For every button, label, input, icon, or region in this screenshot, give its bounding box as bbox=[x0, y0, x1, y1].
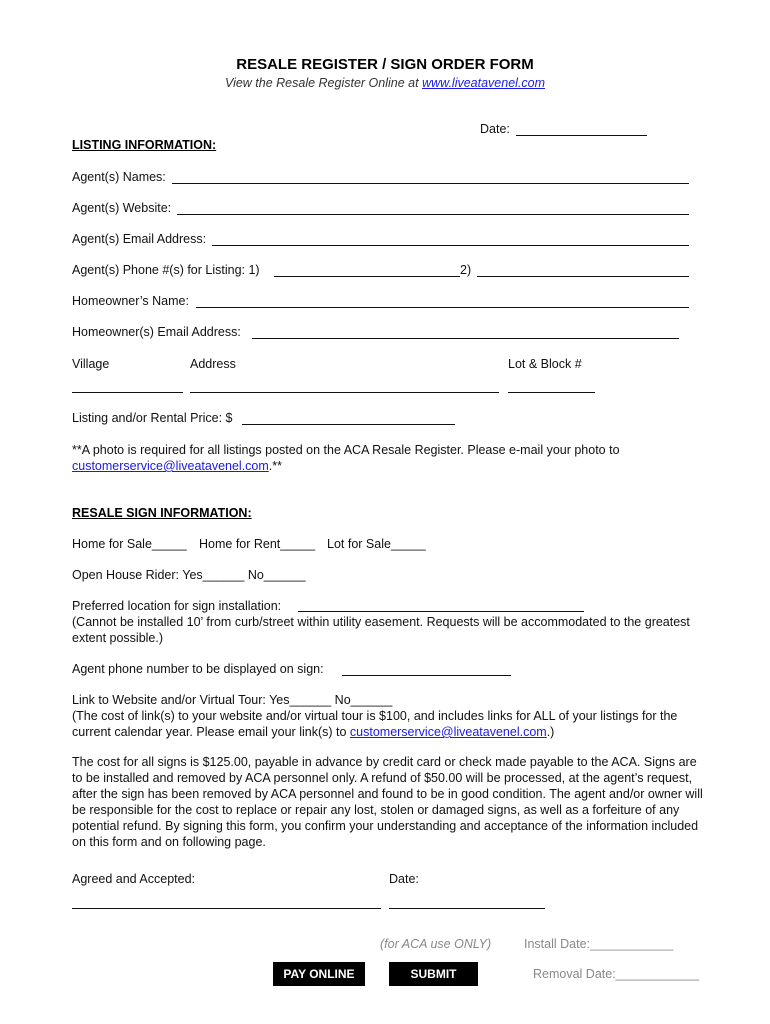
agent-website-field[interactable] bbox=[177, 214, 689, 215]
agent-phone-sign-label: Agent phone number to be displayed on sign: bbox=[72, 662, 324, 676]
cost-paragraph: The cost for all signs is $125.00, payable in advance by credit card or check made payable to the ACA. Signs are to be installed and removed by ACA personnel only. A refund of $50.00 will be processed, at the agent’s request, after the sign has been removed by ACA personnel and found to be in good condition. The agent and/or owner will be responsible for the cost to replace or repair any lost, stolen or damaged signs, as well as a forfeiture of any potential refund. By signing this form, you confirm your understanding and acceptance of the information included on this form and on following page. bbox=[72, 755, 703, 849]
agent-phone-field-2[interactable] bbox=[477, 276, 689, 277]
agent-phone-sign-field[interactable] bbox=[342, 675, 511, 676]
form-subtitle bbox=[0, 76, 770, 90]
lot-for-sale-option[interactable]: Lot for Sale_____ bbox=[327, 537, 426, 551]
website-link[interactable]: www.liveatavenel.com bbox=[422, 76, 546, 90]
aca-use-label: (for ACA use ONLY) bbox=[380, 937, 492, 951]
lot-block-field[interactable] bbox=[508, 392, 595, 393]
photo-note-text: **A photo is required for all listings posted on the ACA Resale Register. Please e-mail your photo to bbox=[72, 443, 620, 457]
date-field[interactable] bbox=[516, 135, 647, 136]
agreed-label: Agreed and Accepted: bbox=[72, 872, 196, 886]
subtitle-prefix: View the Resale Register Online at bbox=[224, 76, 423, 90]
homeowner-name-field[interactable] bbox=[196, 307, 689, 308]
pref-location-field[interactable] bbox=[298, 611, 584, 612]
pref-location-label: Preferred location for sign installation: bbox=[72, 599, 282, 613]
address-label: Address bbox=[190, 357, 236, 371]
link-tour-label[interactable]: Link to Website and/or Virtual Tour: Yes______ No______ bbox=[72, 693, 393, 707]
lot-block-label: Lot & Block # bbox=[508, 357, 582, 371]
link-note-text: (The cost of link(s) to your website and/or virtual tour is $100, and includes links for ALL of your listings for the current calendar year. Please email your link(s) to bbox=[72, 709, 678, 739]
signature-date-label: Date: bbox=[389, 872, 419, 886]
photo-note bbox=[72, 442, 697, 474]
link-email-link[interactable]: customerservice@liveatavenel.com bbox=[349, 725, 547, 739]
homeowner-email-field[interactable] bbox=[252, 338, 679, 339]
install-date-label: Install Date:____________ bbox=[524, 937, 674, 951]
pref-location-note: (Cannot be installed 10’ from curb/street within utility easement. Requests will be accommodated to the greatest extent possible.) bbox=[72, 615, 690, 645]
village-field[interactable] bbox=[72, 392, 183, 393]
agent-names-field[interactable] bbox=[172, 183, 689, 184]
form-title: RESALE REGISTER / SIGN ORDER FORM bbox=[236, 56, 534, 73]
price-field[interactable] bbox=[242, 424, 455, 425]
photo-note-end: .** bbox=[268, 459, 282, 473]
pay-online-button[interactable]: PAY ONLINE bbox=[273, 962, 365, 986]
submit-button[interactable]: SUBMIT bbox=[389, 962, 478, 986]
village-label: Village bbox=[72, 357, 110, 371]
signature-date-field[interactable] bbox=[389, 908, 545, 909]
home-for-rent-option[interactable]: Home for Rent_____ bbox=[199, 537, 316, 551]
removal-date-label: Removal Date:____________ bbox=[533, 967, 700, 981]
photo-email-link[interactable]: customerservice@liveatavenel.com bbox=[72, 459, 269, 473]
agent-names-label: Agent(s) Names: bbox=[72, 170, 166, 184]
agent-phone-2-label: 2) bbox=[460, 263, 472, 277]
address-field[interactable] bbox=[190, 392, 499, 393]
listing-section-title: LISTING INFORMATION: bbox=[72, 138, 217, 152]
home-for-sale-option[interactable]: Home for Sale_____ bbox=[72, 537, 187, 551]
agent-phone-field-1[interactable] bbox=[274, 276, 460, 277]
link-note bbox=[72, 708, 702, 740]
sign-section-title: RESALE SIGN INFORMATION: bbox=[72, 506, 252, 520]
homeowner-email-label: Homeowner(s) Email Address: bbox=[72, 325, 241, 339]
date-label: Date: bbox=[480, 122, 510, 136]
agent-email-label: Agent(s) Email Address: bbox=[72, 232, 207, 246]
open-house-rider[interactable]: Open House Rider: Yes______ No______ bbox=[72, 568, 306, 582]
agent-phone-label: Agent(s) Phone #(s) for Listing: 1) bbox=[72, 263, 260, 277]
signature-field[interactable] bbox=[72, 908, 381, 909]
agent-email-field[interactable] bbox=[212, 245, 689, 246]
price-label: Listing and/or Rental Price: $ bbox=[72, 411, 233, 425]
link-note-end: .) bbox=[546, 725, 555, 739]
homeowner-name-label: Homeowner’s Name: bbox=[72, 294, 189, 308]
agent-website-label: Agent(s) Website: bbox=[72, 201, 172, 215]
